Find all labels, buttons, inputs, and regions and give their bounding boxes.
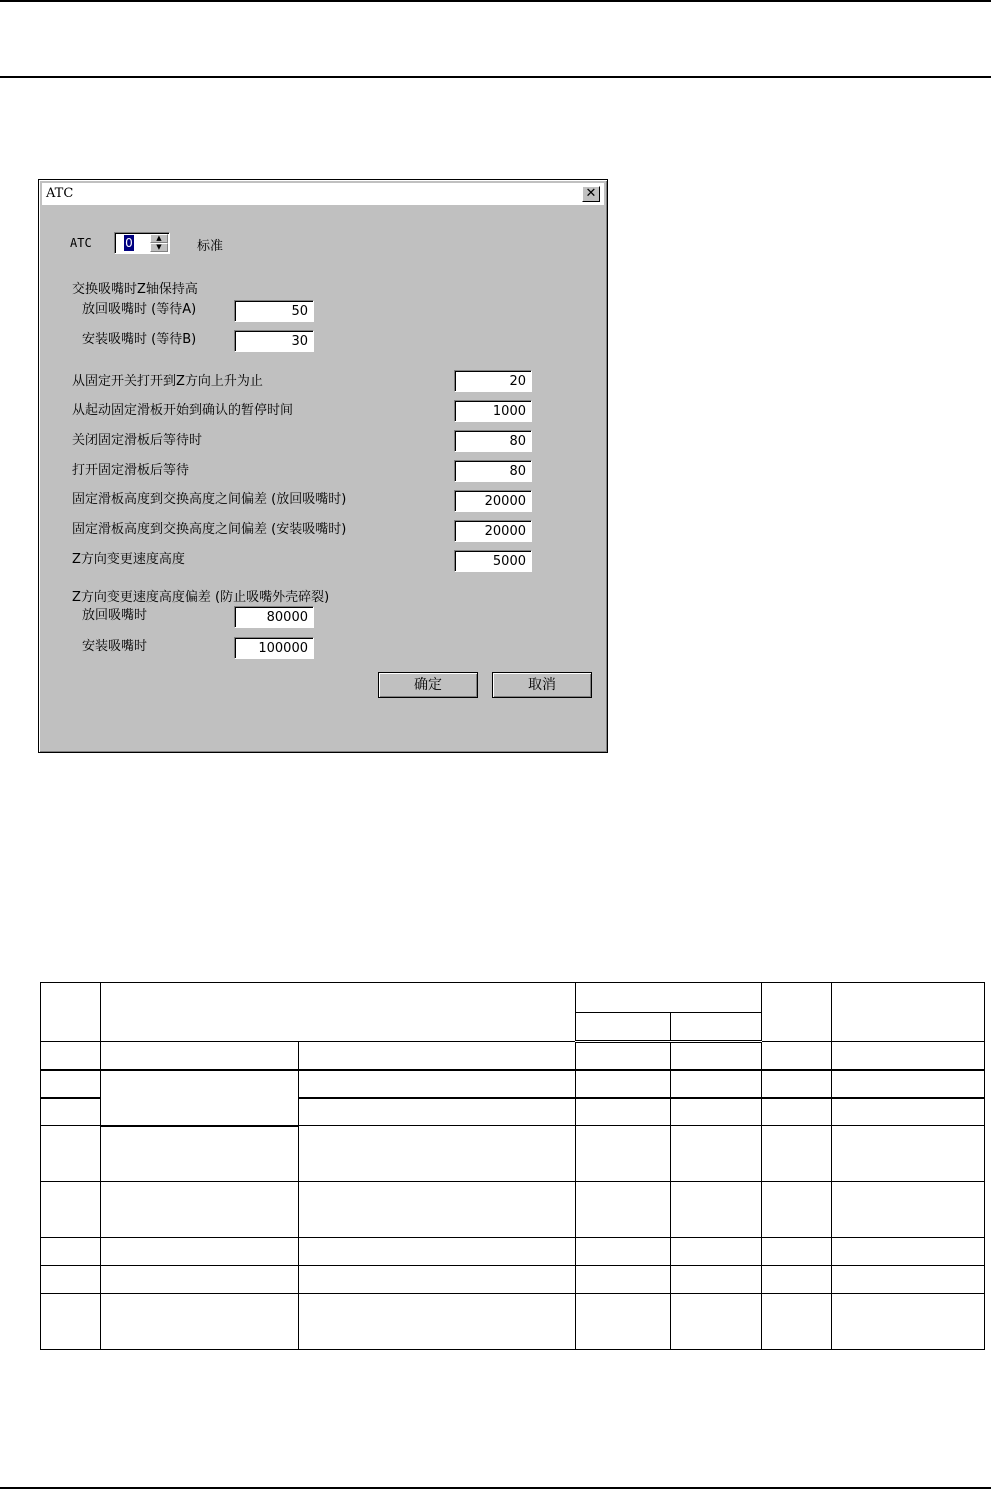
section1-heading: 交换吸嘴时Z轴保持高 (72, 282, 198, 297)
table-cell (101, 983, 576, 1042)
param-field[interactable]: 80 (454, 430, 532, 452)
return-label: 放回吸嘴时 (82, 608, 148, 623)
wait-a-field[interactable]: 50 (234, 300, 314, 322)
atc-spinner[interactable] (114, 232, 170, 254)
wait-a-label: 放回吸嘴时 (等待A) (82, 302, 197, 317)
atc-dialog (38, 179, 608, 753)
table-row (41, 1238, 985, 1266)
top-rule (0, 0, 991, 2)
param-label: 固定滑板高度到交换高度之间偏差 (安装吸嘴时) (72, 522, 347, 537)
install-field[interactable]: 100000 (234, 637, 314, 659)
table-row (41, 1294, 985, 1350)
spin-up-icon[interactable]: ▲ (150, 234, 168, 243)
table-row (41, 1126, 985, 1182)
param-label: 从固定开关打开到Z方向上升为止 (72, 374, 263, 389)
empty-table (40, 982, 985, 1350)
spinner-buttons (150, 234, 168, 252)
cancel-button[interactable]: 取消 (492, 672, 592, 698)
return-field[interactable]: 80000 (234, 606, 314, 628)
table-cell (576, 1013, 671, 1042)
table-row (41, 1070, 985, 1098)
param-label: 固定滑板高度到交换高度之间偏差 (放回吸嘴时) (72, 492, 347, 507)
atc-value[interactable]: 0 (125, 236, 133, 250)
wait-b-field[interactable]: 30 (234, 330, 314, 352)
footer-rule (0, 1487, 991, 1489)
table-cell (671, 1013, 762, 1042)
param-field[interactable]: 20000 (454, 520, 532, 542)
close-icon[interactable]: ✕ (582, 186, 600, 202)
param-label: 从起动固定滑板开始到确认的暂停时间 (72, 403, 294, 418)
table-cell (832, 983, 985, 1042)
param-label: 打开固定滑板后等待 (72, 463, 190, 478)
dialog-titlebar (42, 183, 604, 206)
param-label: Z方向变更速度高度 (72, 552, 185, 567)
table-row (41, 1266, 985, 1294)
table-row (41, 1182, 985, 1238)
section2-heading: Z方向变更速度高度偏差 (防止吸嘴外壳碎裂) (72, 590, 330, 605)
param-field[interactable]: 1000 (454, 400, 532, 422)
dialog-title: ATC (46, 186, 74, 201)
param-field[interactable]: 80 (454, 460, 532, 482)
spin-down-icon[interactable]: ▼ (150, 243, 168, 252)
table-cell (41, 983, 101, 1042)
table-cell (576, 983, 762, 1013)
param-label: 关闭固定滑板后等待时 (72, 433, 203, 448)
header-rule (0, 76, 991, 78)
atc-mode-label: 标准 (197, 239, 224, 254)
wait-b-label: 安装吸嘴时 (等待B) (82, 332, 197, 347)
table-cell (762, 983, 832, 1042)
param-field[interactable]: 20000 (454, 490, 532, 512)
param-field[interactable]: 5000 (454, 550, 532, 572)
param-field[interactable]: 20 (454, 370, 532, 392)
atc-label: ATC (70, 236, 92, 250)
install-label: 安装吸嘴时 (82, 639, 148, 654)
table-row (41, 1042, 985, 1070)
ok-button[interactable]: 确定 (378, 672, 478, 698)
